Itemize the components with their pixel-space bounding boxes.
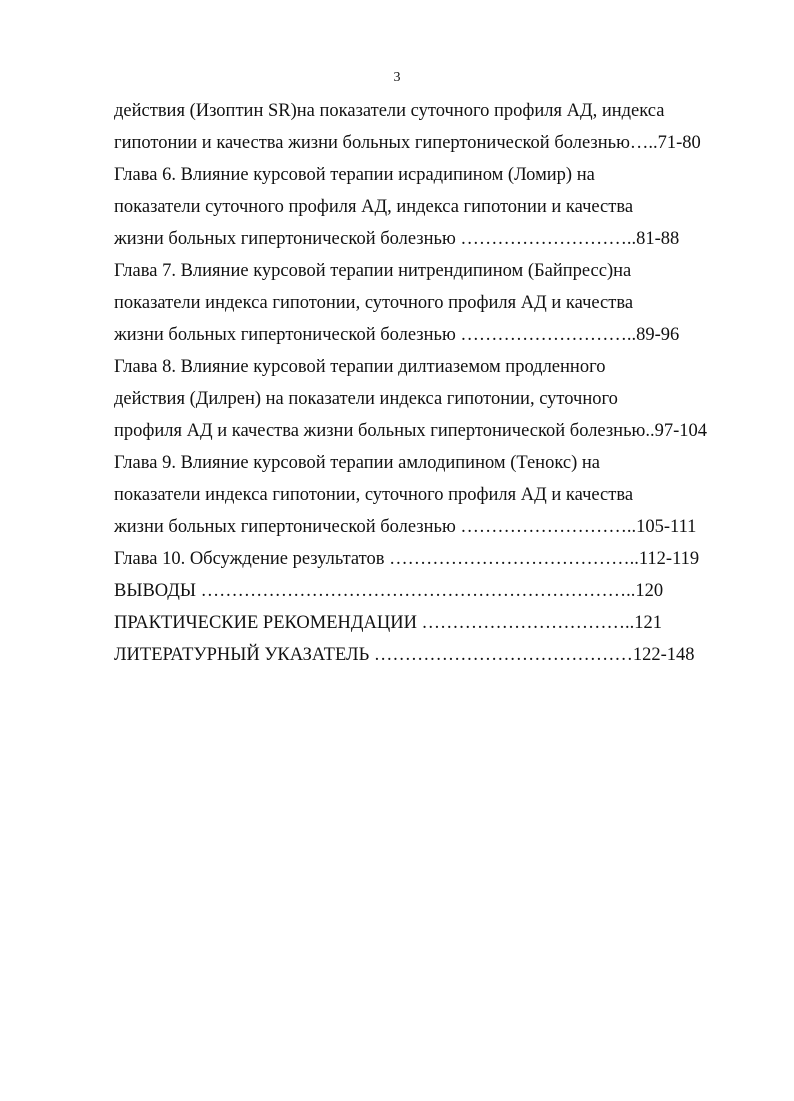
toc-line-8: жизни больных гипертонической болезнью ………………………..89-96 bbox=[114, 325, 680, 345]
toc-line-17: ПРАКТИЧЕСКИЕ РЕКОМЕНДАЦИИ ……………………………..121 bbox=[114, 613, 663, 633]
toc-line-3: Глава 6. Влияние курсовой терапии исрадипином (Ломир) на bbox=[114, 165, 595, 185]
toc-line-16: ВЫВОДЫ ……………………………………………………………..120 bbox=[114, 581, 664, 601]
toc-line-4: показатели суточного профиля АД, индекса гипотонии и качества bbox=[114, 197, 634, 217]
toc-line-12: Глава 9. Влияние курсовой терапии амлодипином (Тенокс) на bbox=[114, 453, 600, 473]
toc-line-18: ЛИТЕРАТУРНЫЙ УКАЗАТЕЛЬ ……………………………………122-148 bbox=[114, 645, 695, 665]
toc-line-7: показатели индекса гипотонии, суточного профиля АД и качества bbox=[114, 293, 634, 313]
toc-line-6: Глава 7. Влияние курсовой терапии нитрендипином (Байпресс)на bbox=[114, 261, 632, 281]
toc-line-5: жизни больных гипертонической болезнью ………………………..81-88 bbox=[114, 229, 680, 249]
toc-line-1: действия (Изоптин SR)на показатели суточного профиля АД, индекса bbox=[114, 101, 665, 121]
toc-line-14: жизни больных гипертонической болезнью ………………………..105-111 bbox=[114, 517, 697, 537]
toc-line-15: Глава 10. Обсуждение результатов …………………………………..112-119 bbox=[114, 549, 700, 569]
page-number: 3 bbox=[393, 70, 401, 85]
toc-line-11: профиля АД и качества жизни больных гипертонической болезнью..97-104 bbox=[114, 421, 707, 441]
toc-line-9: Глава 8. Влияние курсовой терапии дилтиаземом продленного bbox=[114, 357, 606, 377]
toc-line-10: действия (Дилрен) на показатели индекса гипотонии, суточного bbox=[114, 389, 618, 409]
toc-line-13: показатели индекса гипотонии, суточного профиля АД и качества bbox=[114, 485, 634, 505]
toc-line-2: гипотонии и качества жизни больных гипертонической болезнью…..71-80 bbox=[114, 133, 701, 153]
